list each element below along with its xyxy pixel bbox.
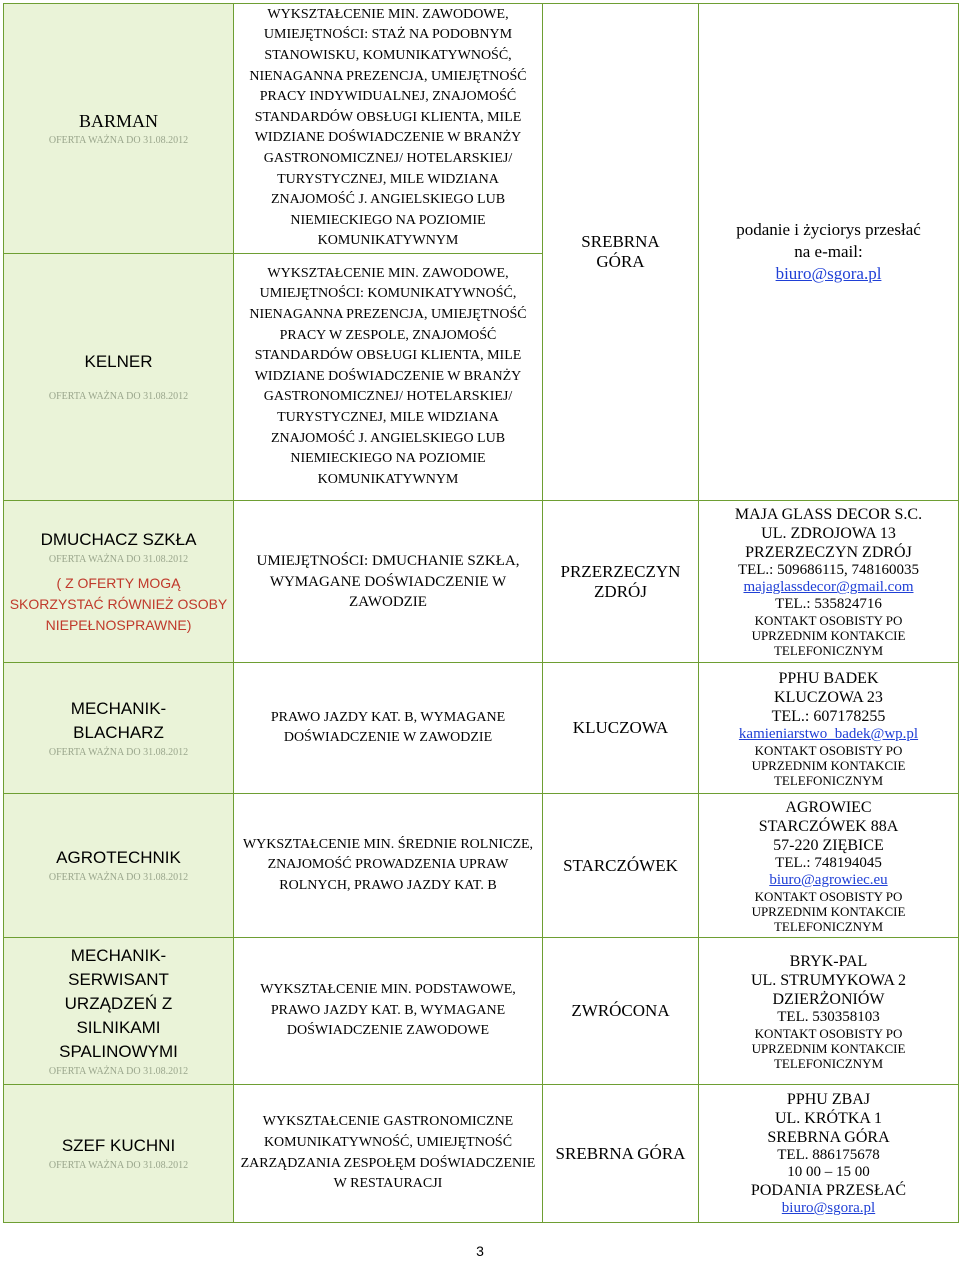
offer-validity: OFERTA WAŻNA DO 31.08.2012 [48,1065,189,1077]
workplace-cell [543,4,699,501]
employer-city: 57-220 ZIĘBICE [773,836,884,854]
workplace-cell [543,1085,699,1223]
requirements-text: UMIEJĘTNOŚCI: DMUCHANIE SZKŁA, WYMAGANE DOŚWIADCZENIE W ZAWODZIE [256,552,520,611]
contact-note-line: TELEFONICZNYM [773,918,884,934]
table-row [4,938,959,1085]
position-cell [4,1085,234,1223]
position-title-line3: URZĄDZEŃ Z [64,993,173,1013]
employer-phone: TEL. 886175678 [777,1147,880,1164]
disability-note: ( Z OFERTY MOGĄ SKORZYSTAĆ RÓWNIEŻ OSOBY NIEPEŁNOSPRAWNE) [9,574,228,633]
contact-block [703,669,954,788]
table-row [4,663,959,794]
offer-validity: OFERTA WAŻNA DO 31.08.2012 [48,134,189,146]
offer-validity: OFERTA WAŻNA DO 31.08.2012 [48,1160,189,1172]
position-title: MECHANIK- [70,698,167,718]
employer-phone: TEL.: 748194045 [775,854,882,871]
contact-note-line: UPRZEDNIM KONTAKCIE [751,757,906,773]
requirements-cell [234,501,543,663]
contact-note-line: KONTAKT OSOBISTY PO [754,888,903,904]
employer-phone-2: TEL.: 535824716 [775,596,882,613]
requirements-cell [234,794,543,938]
requirements-cell [234,253,543,501]
contact-cell [699,1085,959,1223]
position-title: SZEF KUCHNI [61,1136,176,1156]
requirements-cell [234,1085,543,1223]
requirements-text: WYKSZTAŁCENIE MIN. ZAWODOWE, UMIEJĘTNOŚCI: KOMUNIKATYWNOŚĆ, NIENAGANNA PREZENCJA, UMIEJĘTNOŚĆ PRACY W ZESPOLE, ZNAJOMOŚĆ STANDARDÓW OBSŁUGI KLIENTA, MILE WIDZIANE DOŚWIADCZENIE W BRANŻY GASTRONOMICZNEJ/ HOTELARSKIEJ/ TURYSTYCZNEJ, MILE WIDZIANA ZNAJOMOŚĆ J. ANGIELSKIEGO LUB NIEMIECKIEGO NA POZIOMIE KOMUNIKATYWNYM [249,265,527,487]
position-title-line2: SERWISANT [68,969,169,989]
contact-note-line: UPRZEDNIM KONTAKCIE [751,903,906,919]
offer-validity: OFERTA WAŻNA DO 31.08.2012 [48,391,189,403]
position-title: KELNER [84,352,153,372]
contact-block [703,505,954,658]
requirements-text: WYKSZTAŁCENIE MIN. ŚREDNIE ROLNICZE, ZNAJOMOŚĆ PROWADZENIA UPRAW ROLNYCH, PRAWO JAZDY KAT. B [242,836,534,893]
position-title-line5: SPALINOWYMI [59,1041,178,1061]
employer-email-link[interactable]: biuro@sgora.pl [781,1200,876,1217]
workplace-text: STARCZÓWEK [563,855,678,875]
employer-city: PRZERZECZYN ZDRÓJ [745,544,912,562]
position-cell [4,253,234,501]
workplace-cell [543,794,699,938]
requirements-text: WYKSZTAŁCENIE MIN. PODSTAWOWE, PRAWO JAZDY KAT. B, WYMAGANE DOŚWIADCZENIE ZAWODOWE [260,982,516,1039]
contact-cell [699,501,959,663]
workplace-text: PRZERZECZYN ZDRÓJ [560,561,681,601]
employer-email-link[interactable]: majaglassdecor@gmail.com [743,579,914,596]
employer-street: UL. KRÓTKA 1 [774,1110,883,1128]
position-cell [4,4,234,254]
workplace-text: ZWRÓCONA [571,1001,670,1021]
contact-block [703,1090,954,1217]
contact-email-link[interactable]: biuro@sgora.pl [775,264,882,284]
employer-name: AGROWIEC [785,798,872,816]
contact-block [703,952,954,1071]
position-title: BARMAN [78,110,158,131]
workplace-text: KLUCZOWA [572,718,669,738]
position-title: DMUCHACZ SZKŁA [40,529,197,549]
workplace-cell [543,663,699,794]
contact-note-line: KONTAKT OSOBISTY PO [754,1025,903,1041]
contact-note-line: KONTAKT OSOBISTY PO [754,742,903,758]
table-row [4,4,959,254]
contact-instruction-2: na e-mail: [794,242,863,262]
contact-cell [699,938,959,1085]
position-cell [4,794,234,938]
requirements-text: WYKSZTAŁCENIE MIN. ZAWODOWE, UMIEJĘTNOŚCI: STAŻ NA PODOBNYM STANOWISKU, KOMUNIKATYWNOŚĆ, NIENAGANNA PREZENCJA, UMIEJĘTNOŚĆ PRACY INDYWIDUALNEJ, ZNAJOMOŚĆ STANDARDÓW OBSŁUGI KLIENTA, MILE WIDZIANE DOŚWIADCZENIE W BRANŻY GASTRONOMICZNEJ/ HOTELARSKIEJ/ TURYSTYCZNEJ, MILE WIDZIANA ZNAJOMOŚĆ J. ANGIELSKIEGO LUB NIEMIECKIEGO NA POZIOMIE KOMUNIKATYWNYM [249,6,527,249]
office-hours: 10 00 – 15 00 [787,1164,870,1181]
position-title: MECHANIK- [70,945,167,965]
requirements-text: PRAWO JAZDY KAT. B, WYMAGANE DOŚWIADCZENIE W ZAWODZIE [270,709,506,746]
contact-note-line: UPRZEDNIM KONTAKCIE [751,1040,906,1056]
contact-note-line: TELEFONICZNYM [773,1055,884,1071]
contact-cell [699,4,959,501]
employer-phone: TEL.: 607178255 [771,707,886,725]
requirements-text: WYKSZTAŁCENIE GASTRONOMICZNE KOMUNIKATYWNOŚĆ, UMIEJĘTNOŚĆ ZARZĄDZANIA ZESPOŁĘM DOŚWIADCZENIE W RESTAURACJI [240,1114,536,1192]
job-offers-table [3,3,959,1223]
contact-block [703,798,954,934]
offer-validity: OFERTA WAŻNA DO 31.08.2012 [48,746,189,758]
requirements-cell [234,4,543,254]
workplace-cell [543,501,699,663]
offer-validity: OFERTA WAŻNA DO 31.08.2012 [48,872,189,884]
table-row [4,501,959,663]
position-title-line4: SILNIKAMI [76,1017,161,1037]
position-cell [4,663,234,794]
employer-name: PPHU ZBAJ [786,1091,871,1109]
requirements-cell [234,663,543,794]
position-cell [4,501,234,663]
offer-validity: OFERTA WAŻNA DO 31.08.2012 [48,553,189,565]
employer-street: UL. STRUMYKOWA 2 [750,971,907,989]
employer-phone: TEL. 530358103 [777,1008,880,1025]
contact-note-line: KONTAKT OSOBISTY PO [754,613,903,629]
requirements-cell [234,938,543,1085]
contact-block [703,219,954,285]
position-title-line2: BLACHARZ [73,722,164,742]
employer-city: DZIERŻONIÓW [772,990,885,1008]
employer-street: UL. ZDROJOWA 13 [761,525,896,543]
position-cell [4,938,234,1085]
contact-note-line: UPRZEDNIM KONTAKCIE [751,628,906,644]
employer-name: PPHU BADEK [778,669,879,687]
page-number: 3 [476,1243,484,1259]
employer-city: SREBRNA GÓRA [767,1129,890,1147]
position-title: AGROTECHNIK [56,848,181,868]
employer-street: KLUCZOWA 23 [774,688,883,706]
contact-note-line: TELEFONICZNYM [773,643,884,659]
workplace-text: SREBRNA GÓRA [581,232,660,272]
employer-phone: TEL.: 509686115, 748160035 [737,562,920,579]
employer-email-link[interactable]: kamieniarstwo_badek@wp.pl [738,725,919,742]
employer-street: STARCZÓWEK 88A [758,817,899,835]
workplace-text: SREBRNA GÓRA [555,1143,686,1163]
employer-name: BRYK-PAL [789,952,868,970]
table-row [4,1085,959,1223]
contact-note-line: TELEFONICZNYM [773,772,884,788]
employer-name: MAJA GLASS DECOR S.C. [734,506,923,524]
employer-email-link[interactable]: biuro@agrowiec.eu [769,871,888,888]
contact-cell [699,794,959,938]
table-row [4,794,959,938]
contact-cell [699,663,959,794]
send-instruction: PODANIA PRZESŁAĆ [750,1182,907,1200]
workplace-cell [543,938,699,1085]
contact-instruction: podanie i życiorys przesłać [736,220,921,240]
